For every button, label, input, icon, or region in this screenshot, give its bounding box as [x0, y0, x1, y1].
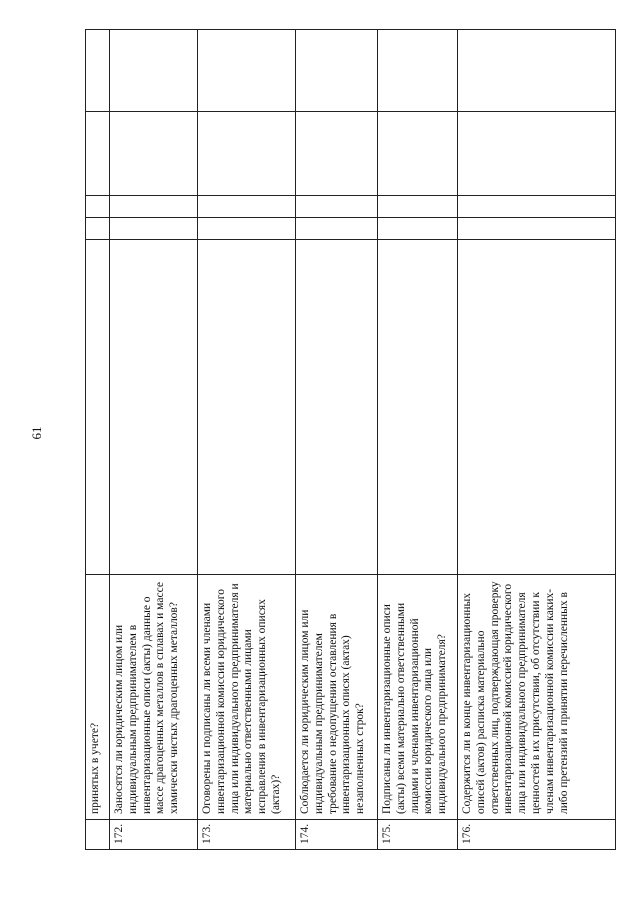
page-number: 61 — [29, 426, 44, 440]
answer-cell — [198, 240, 296, 575]
checklist-table — [85, 29, 616, 850]
empty-cell — [458, 112, 616, 196]
question-cell: Соблюдается ли юридическим лицом или индивидуальным предпринимателем требование о недопущении оставления в инвентаризационных описях (актах) незаполненных строк? — [296, 575, 378, 820]
empty-cell — [86, 218, 110, 240]
empty-cell — [110, 112, 198, 196]
row-number: 172. — [110, 820, 198, 850]
question-cell: Содержится ли в конце инвентаризационных описей (актов) расписка материально ответственных лиц, подтверждающая проверку инвентаризационной комиссией юридического лица или индивидуального предпринимателя ценностей в их присутствии, об отсутствии к членам инвентаризационной комиссии каких-либо претензий и принятии перечисленных в — [458, 575, 616, 820]
empty-cell — [458, 30, 616, 112]
empty-cell — [198, 196, 296, 218]
empty-cell — [86, 30, 110, 112]
empty-cell — [110, 30, 198, 112]
empty-cell — [378, 218, 458, 240]
row-number: 175. — [378, 820, 458, 850]
empty-cell — [296, 112, 378, 196]
empty-cell — [198, 112, 296, 196]
table-row — [296, 30, 378, 850]
answer-cell — [110, 240, 198, 575]
empty-cell — [378, 30, 458, 112]
empty-cell — [378, 112, 458, 196]
answer-cell — [458, 240, 616, 575]
table-row — [458, 30, 616, 850]
row-number: 176. — [458, 820, 616, 850]
question-cell: Подписаны ли инвентаризационные описи (акты) всеми материально ответственными лицами и членами инвентаризационной комиссии юридического лица или индивидуального предпринимателя? — [378, 575, 458, 820]
empty-cell — [296, 30, 378, 112]
answer-cell — [296, 240, 378, 575]
row-number: 174. — [296, 820, 378, 850]
table-row — [378, 30, 458, 850]
answer-cell — [378, 240, 458, 575]
empty-cell — [110, 196, 198, 218]
empty-cell — [378, 196, 458, 218]
question-cell: Заносятся ли юридическим лицом или индивидуальным предпринимателем в инвентаризационные описи (акты) данные о массе драгоценных металлов в сплавах и массе химически чистых драгоценных металлов? — [110, 575, 198, 820]
empty-cell — [86, 196, 110, 218]
row-number: 173. — [198, 820, 296, 850]
checklist-table-rotated — [85, 30, 615, 850]
table-row — [86, 30, 110, 850]
number-cell — [86, 820, 110, 850]
empty-cell — [86, 112, 110, 196]
empty-cell — [458, 218, 616, 240]
empty-cell — [296, 218, 378, 240]
empty-cell — [458, 196, 616, 218]
empty-cell — [198, 218, 296, 240]
continuation-cell: принятых в учете? — [86, 575, 110, 820]
question-cell: Оговорены и подписаны ли всеми членами инвентаризационной комиссии юридического лица или индивидуального предпринимателя и материально ответственными лицами исправления в инвентаризационных описях (актах)? — [198, 575, 296, 820]
empty-cell — [296, 196, 378, 218]
empty-cell — [198, 30, 296, 112]
empty-cell — [110, 218, 198, 240]
answer-cell — [86, 240, 110, 575]
table-row — [198, 30, 296, 850]
table-row — [110, 30, 198, 850]
